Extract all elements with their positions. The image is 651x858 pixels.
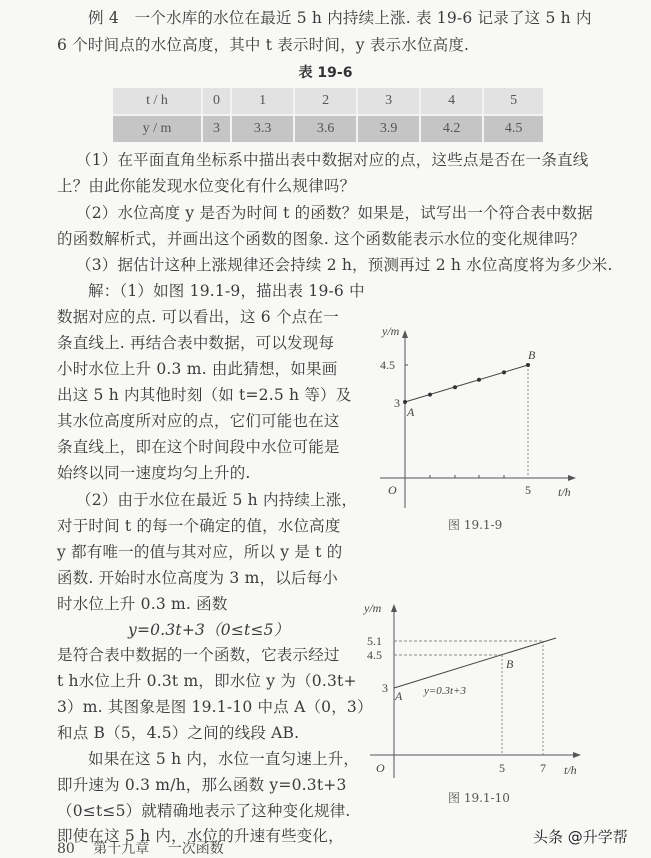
table-row-t xyxy=(113,88,543,115)
function-line xyxy=(394,638,556,688)
x-tick-label: 5 xyxy=(499,761,505,775)
table-cell: 1 xyxy=(231,88,294,115)
question-1-line-1: （1）在平面直角坐标系中描出表中数据对应的点，这些点是否在一条直线 xyxy=(76,151,589,169)
solution-line: y 都有唯一的值与其对应，所以 y 是 t 的 xyxy=(57,543,343,561)
solution-line: 和点 B（5，4.5）之间的线段 AB. xyxy=(57,724,300,742)
table-cell: 3.3 xyxy=(231,115,294,142)
solution-line: （2）由于水位在最近 5 h 内持续上涨， xyxy=(76,491,358,509)
chapter-title: 一次函数 xyxy=(167,841,224,857)
table-cell: 4.2 xyxy=(420,115,483,142)
example-line-2: 6 个时间点的水位高度，其中 t 表示时间，y 表示水位高度. xyxy=(57,36,470,54)
solution-line: 条直线上. 再结合表中数据，可以发现每 xyxy=(57,334,335,352)
equation-label: y=0.3t+3 xyxy=(424,685,467,697)
chapter-number: 第十九章 xyxy=(93,841,150,857)
x-tick-label: 7 xyxy=(540,761,546,775)
x-axis-label: t/h xyxy=(558,485,571,499)
origin-label: O xyxy=(376,761,385,775)
solution-line: 即升速为 0.3 m/h，那么函数 y=0.3t+3 xyxy=(57,776,347,794)
solution-line: 其水位高度所对应的点，它们可能也在这 xyxy=(57,412,340,430)
table-cell: 2 xyxy=(294,88,357,115)
solution-line: 数据对应的点. 可以看出，这 6 个点在一 xyxy=(57,308,339,326)
origin-label: O xyxy=(388,483,397,497)
data-table xyxy=(113,88,543,142)
table-cell: 3.9 xyxy=(357,115,420,142)
question-2-line-1: （2）水位高度 y 是否为时间 t 的函数？如果是，试写出一个符合表中数据 xyxy=(76,204,593,222)
question-2-line-2: 的函数解析式，并画出这个函数的图象. 这个函数能表示水位的变化规律吗？ xyxy=(57,230,586,248)
solution-line: 即使在这 5 h 内，水位的升速有些变化， xyxy=(57,827,344,845)
y-tick-label: 3 xyxy=(382,681,388,695)
figure-caption: 图 19.1-10 xyxy=(448,791,510,805)
table-cell: 0 xyxy=(202,88,231,115)
solution-line: 3）m. 其图象是图 19.1-10 中点 A（0，3） xyxy=(57,698,373,716)
x-axis-label: t/h xyxy=(564,763,577,777)
table-title: 表 19-6 xyxy=(298,65,353,81)
solution-line: 函数. 开始时水位高度为 3 m，以后每小 xyxy=(57,569,338,587)
point-b-label: B xyxy=(506,657,514,671)
solution-line: 出这 5 h 内其他时刻（如 t=2.5 h 等）及 xyxy=(57,386,352,404)
y-axis-label: y/m xyxy=(382,324,400,338)
solution-line: 时水位上升 0.3 m. 函数 xyxy=(57,595,228,613)
table-row-y xyxy=(113,115,543,142)
row-header-t: t / h xyxy=(113,88,202,115)
solution-line: 条直线上，即在这个时间段中水位可能是 xyxy=(57,438,340,456)
y-axis-label: y/m xyxy=(364,601,382,615)
y-axis-arrow-icon xyxy=(391,604,397,612)
solution-line: 是符合表中数据的一个函数，它表示经过 xyxy=(57,646,340,664)
solution-line: （0≤t≤5）就精确地表示了这种变化规律. xyxy=(57,802,351,820)
question-3-line-1: （3）据估计这种上涨规律还会持续 2 h，预测再过 2 h 水位高度将为多少米. xyxy=(76,256,613,274)
figure-19-1-10 xyxy=(360,598,600,808)
figure-19-1-9 xyxy=(370,320,590,540)
data-line xyxy=(405,365,528,402)
table-cell: 3 xyxy=(357,88,420,115)
solution-line: 对于时间 t 的每一个确定的值，水位高度 xyxy=(57,517,341,535)
y-tick-label: 5.1 xyxy=(367,634,382,648)
row-header-y: y / m xyxy=(113,115,202,142)
point-a-label: A xyxy=(395,689,403,703)
solution-line: 解：（1）如图 19.1-9，描出表 19-6 中 xyxy=(88,282,365,300)
table-cell: 3.6 xyxy=(294,115,357,142)
example-line-1: 例 4 一个水库的水位在最近 5 h 内持续上涨. 表 19-6 记录了这 5 h 内 xyxy=(88,9,592,27)
page-footer xyxy=(57,838,238,858)
figure-caption: 图 19.1-9 xyxy=(448,518,503,532)
y-tick-label: 4.5 xyxy=(367,648,382,662)
table-cell: 4.5 xyxy=(483,115,543,142)
table-cell: 4 xyxy=(420,88,483,115)
formula-line: y=0.3t+3（0≤t≤5） xyxy=(128,621,290,639)
x-tick-label: 5 xyxy=(525,483,531,497)
y-tick-label: 4.5 xyxy=(380,358,395,372)
x-axis-arrow-icon xyxy=(573,752,581,758)
watermark: 头条 @升学帮 xyxy=(533,828,628,846)
point-b-label: B xyxy=(528,348,536,362)
x-axis-arrow-icon xyxy=(568,475,576,481)
solution-line: t h水位上升 0.3t m，即水位 y 为（0.3t+ xyxy=(57,672,357,690)
point-a-label: A xyxy=(407,405,415,419)
solution-line: 小时水位上升 0.3 m. 由此猜想，如果画 xyxy=(57,360,338,378)
table-cell: 5 xyxy=(483,88,543,115)
question-1-line-2: 上？由此你能发现水位变化有什么规律吗？ xyxy=(57,177,356,195)
y-tick-label: 3 xyxy=(394,396,400,410)
page-number: 80 xyxy=(57,841,75,857)
solution-line: 始终以同一速度均匀上升的. xyxy=(57,464,251,482)
y-axis-arrow-icon xyxy=(402,330,408,338)
solution-line: 如果在这 5 h 内，水位一直匀速上升， xyxy=(88,750,360,768)
table-cell: 3 xyxy=(202,115,231,142)
